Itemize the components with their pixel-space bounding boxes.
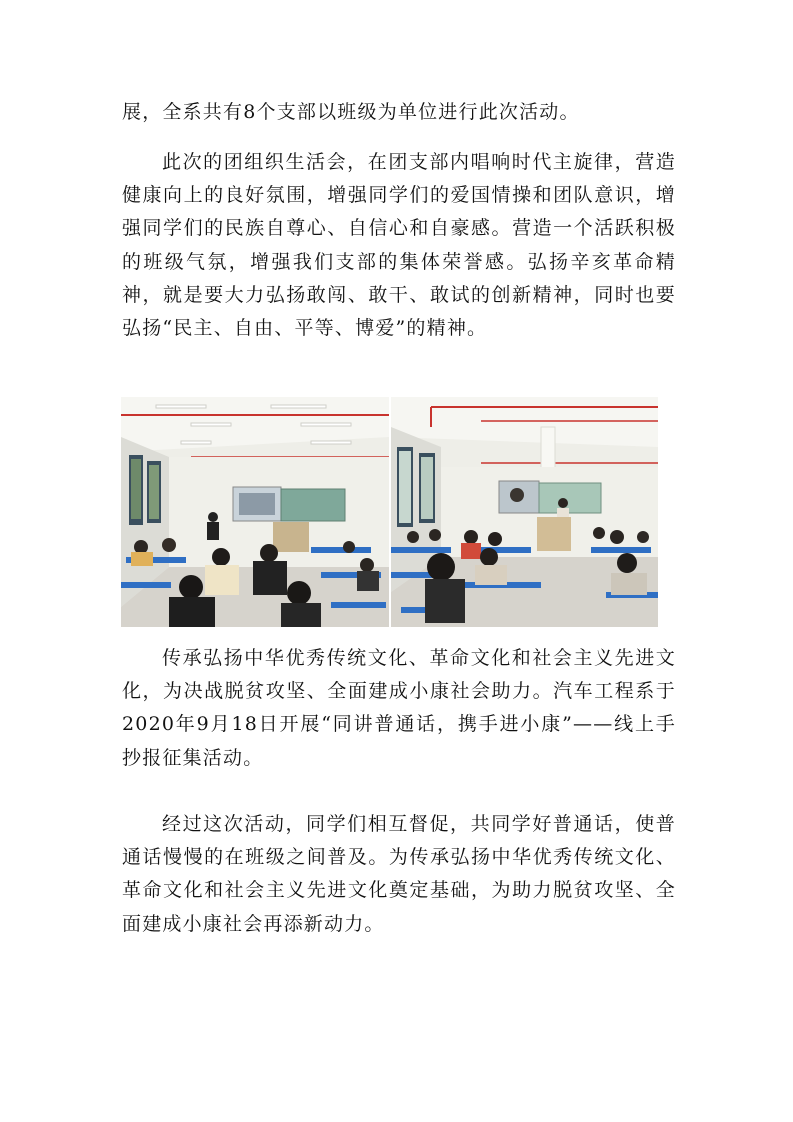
paragraph-3: 传承弘扬中华优秀传统文化、革命文化和社会主义先进文化，为决战脱贫攻坚、全面建成小康社会助力。汽车工程系于2020年9月18日开展“同讲普通话，携手进小康”——线上手抄报征集活动。 bbox=[122, 647, 676, 769]
classroom-photo-left bbox=[121, 397, 389, 627]
paragraph-2: 此次的团组织生活会，在团支部内唱响时代主旋律，营造健康向上的良好氛围，增强同学们的爱国情操和团队意识，增强同学们的民族自尊心、自信心和自豪感。营造一个活跃积极的班级气氛，增强我们支部的集体荣誉感。弘扬辛亥革命精神，就是要大力弘扬敢闯、敢干、敢试的创新精神，同时也要弘扬“民主、自由、平等、博爱”的精神。 bbox=[122, 151, 676, 340]
classroom-right-illustration bbox=[391, 397, 658, 627]
photo-row bbox=[121, 397, 658, 627]
classroom-left-illustration bbox=[121, 397, 389, 627]
classroom-photo-right bbox=[391, 397, 658, 627]
paragraph-1: 展，全系共有8个支部以班级为单位进行此次活动。 bbox=[122, 101, 580, 123]
paragraph-4: 经过这次活动，同学们相互督促，共同学好普通话，使普通话慢慢的在班级之间普及。为传承弘扬中华优秀传统文化、革命文化和社会主义先进文化奠定基础，为助力脱贫攻坚、全面建成小康社会再添新动力。 bbox=[122, 813, 676, 935]
